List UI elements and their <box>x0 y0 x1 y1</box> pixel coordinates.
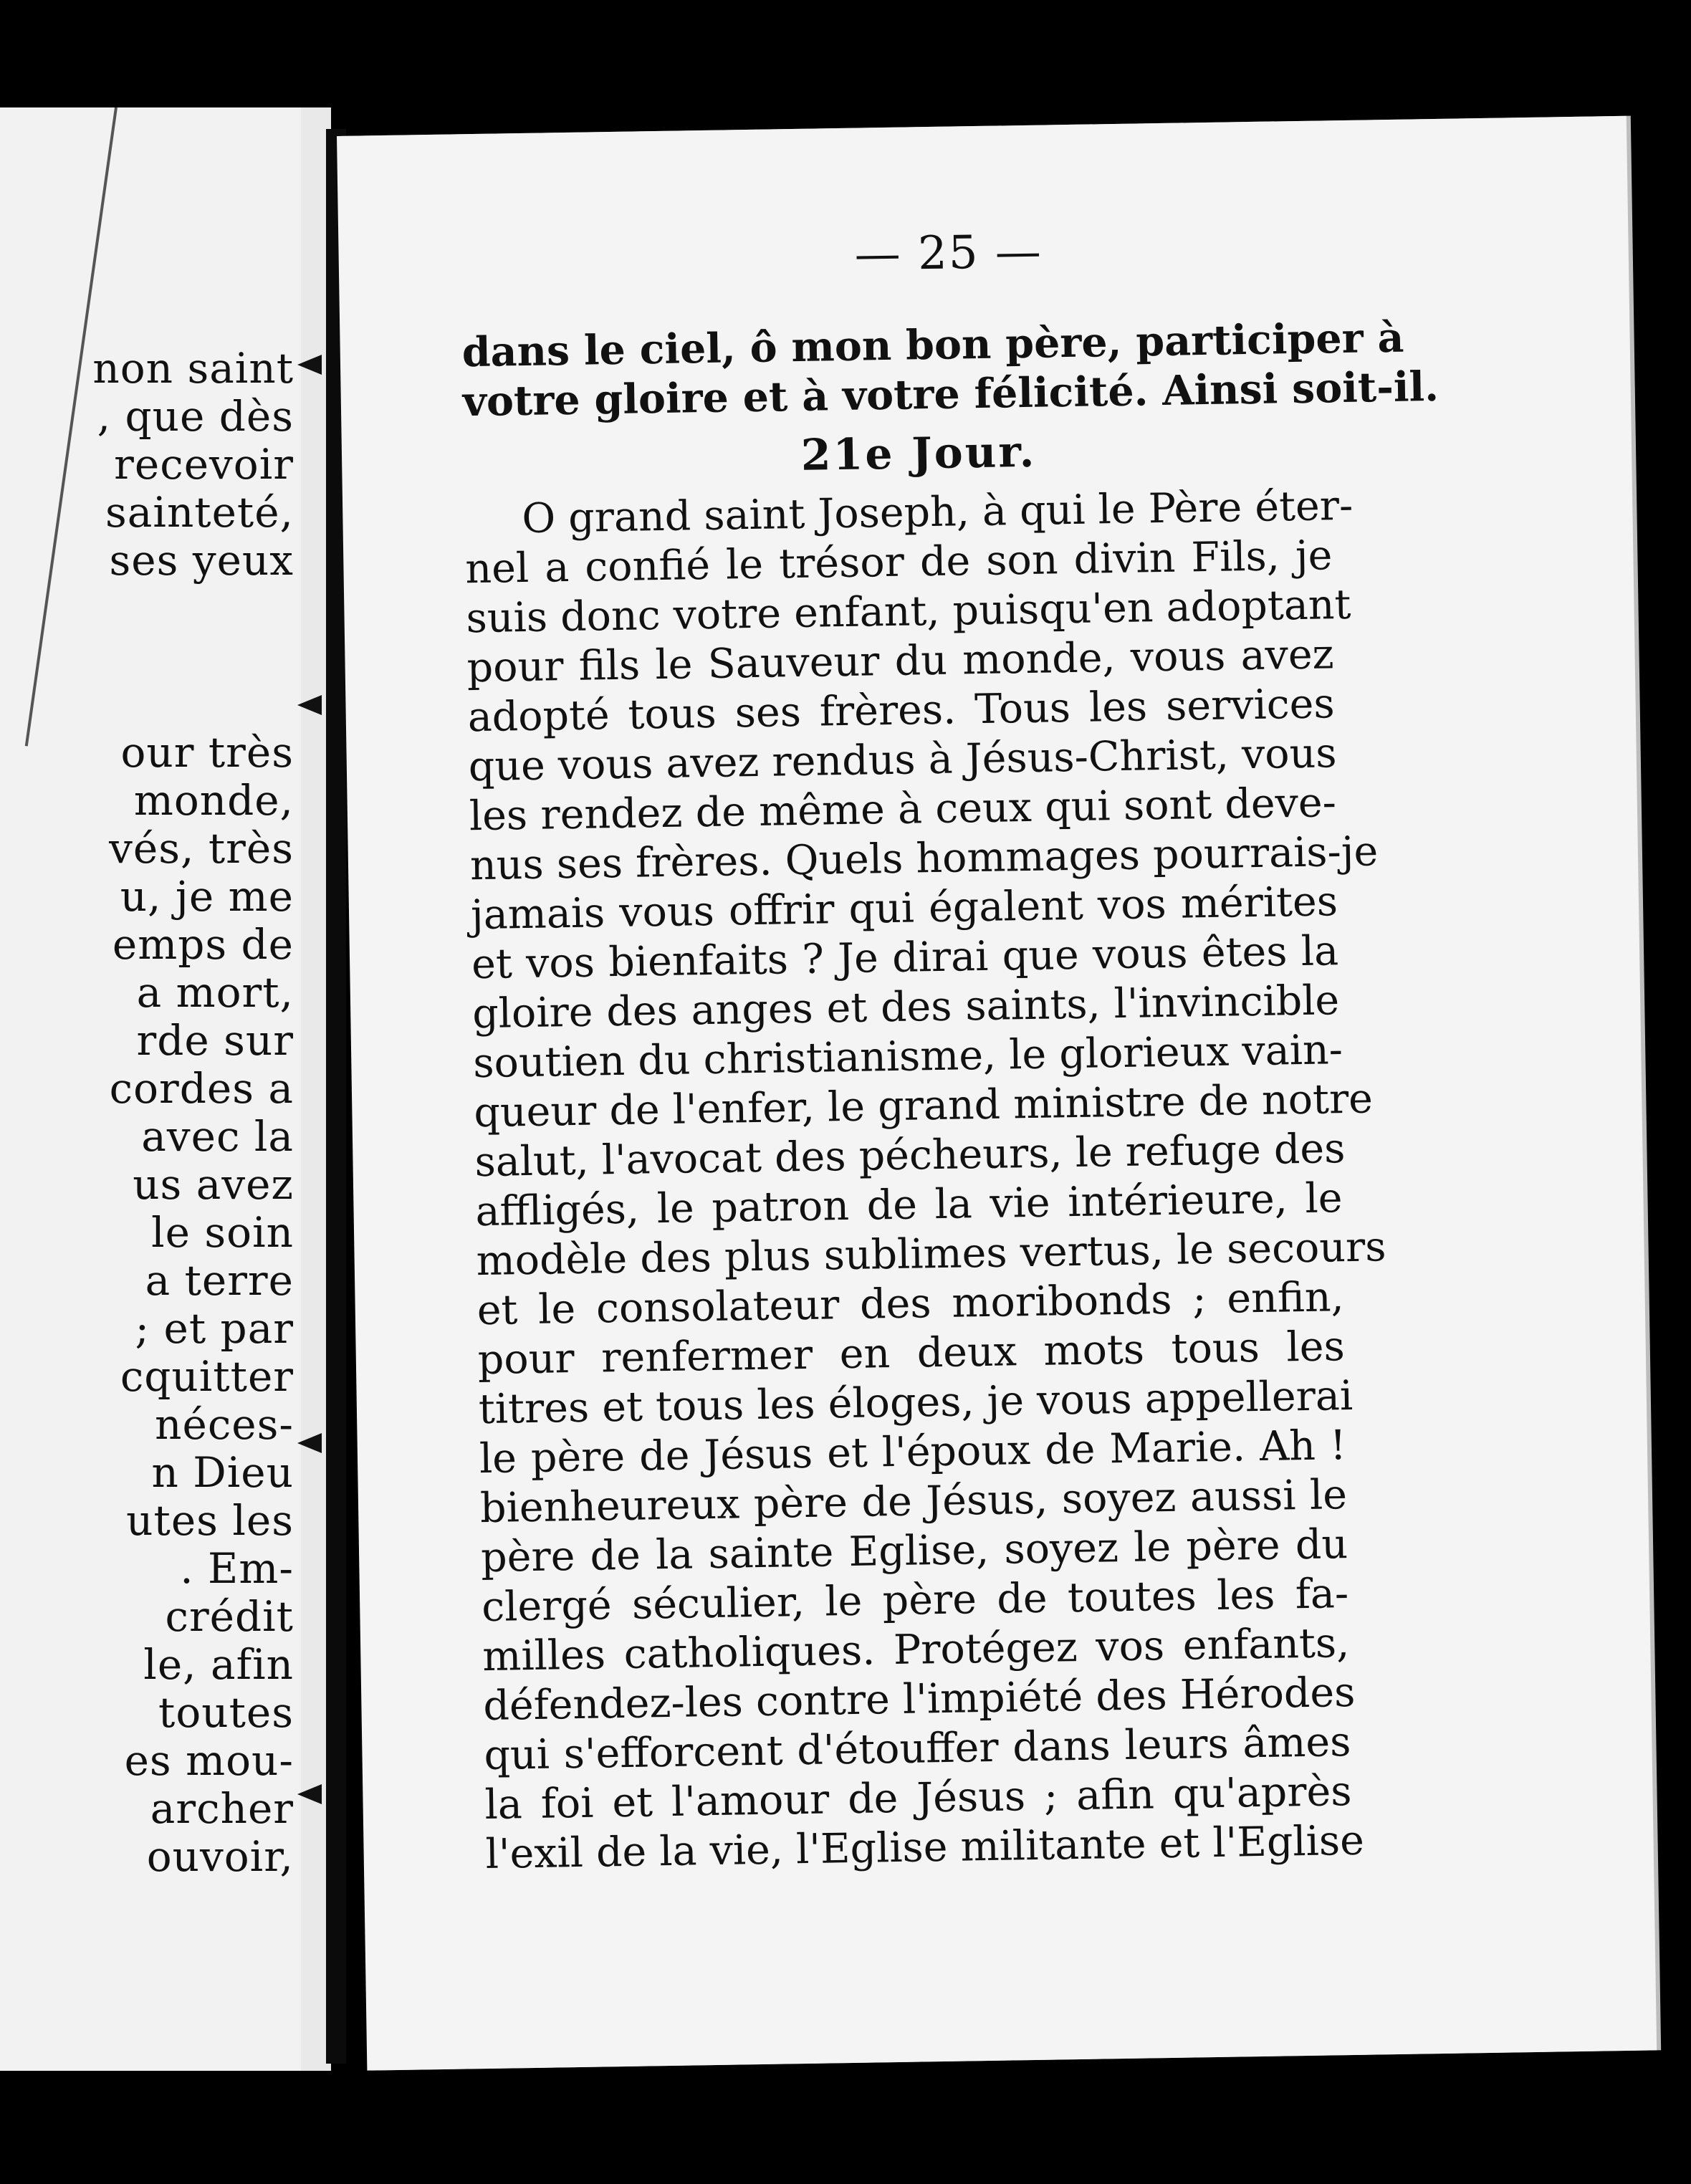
body-line: affligés, le patron de la vie intérieure, le <box>475 1174 1343 1236</box>
left-page-line: emps de <box>112 920 294 969</box>
left-page-line: crédit <box>165 1592 294 1641</box>
body-paragraph <box>464 482 1386 1879</box>
body-line: adopté tous ses frères. Tous les services <box>467 680 1336 742</box>
body-line: salut, l'avocat des pécheurs, le refuge des <box>474 1125 1346 1187</box>
left-page-line: vés, très <box>109 824 294 873</box>
left-page-line: monde, <box>133 776 294 825</box>
body-line: les rendez de même à ceux qui sont deve- <box>469 779 1337 840</box>
left-page-line: sainteté, <box>105 488 294 537</box>
body-line: modèle des plus sublimes vertus, le secours <box>476 1223 1386 1285</box>
body-line: nel a confié le trésor de son divin Fils, je <box>464 532 1333 593</box>
body-line: queur de l'enfer, le grand ministre de notre <box>473 1075 1374 1137</box>
body-line: titres et tous les éloges, je vous appellerai <box>478 1371 1354 1434</box>
body-line: bienheureux père de Jésus, soyez aussi le <box>479 1471 1348 1533</box>
left-page-line: , que dès <box>97 392 294 441</box>
left-page-line: utes les <box>126 1496 294 1545</box>
left-page-line: ses yeux <box>109 536 294 585</box>
left-page-line: recevoir <box>114 440 294 489</box>
left-page-line: ; et par <box>135 1304 294 1353</box>
body-line: soutien du christianisme, le glorieux vain- <box>472 1026 1343 1088</box>
left-page-line: us avez <box>133 1160 294 1209</box>
prayer-end-line: votre gloire et à votre félicité. Ainsi soit-il. <box>462 362 1439 426</box>
body-line: nus ses frères. Quels hommages pourrais-je <box>469 828 1379 890</box>
page-number: — 25 — <box>854 225 1043 282</box>
left-page-line: toutes <box>158 1688 294 1737</box>
left-page-line: a terre <box>145 1256 294 1305</box>
prayer-end-line: dans le ciel, ô mon bon père, participer à <box>461 313 1404 377</box>
body-line: défendez-les contre l'impiété des Hérodes <box>482 1668 1356 1730</box>
left-page-line: ouvoir, <box>146 1832 294 1881</box>
body-line: et vos bienfaits ? Je dirai que vous êtes la <box>471 927 1339 989</box>
left-page-line: non saint <box>92 344 294 393</box>
left-page-line: cordes a <box>109 1064 294 1113</box>
body-line: gloire des anges et des saints, l'invincible <box>471 977 1340 1038</box>
left-page-line: avec la <box>141 1112 294 1161</box>
body-line: O grand saint Joseph, à qui le Père éter- <box>521 482 1354 543</box>
body-line: pour fils le Sauveur du monde, vous avez <box>466 631 1335 692</box>
left-page-line: . Em- <box>180 1544 294 1593</box>
left-page-line: n Dieu <box>151 1448 294 1497</box>
left-page-line: néces- <box>155 1400 294 1449</box>
left-page-line: archer <box>150 1784 294 1833</box>
left-page-line: es mou- <box>124 1736 294 1785</box>
body-line: suis donc votre enfant, puisqu'en adoptant <box>466 580 1351 643</box>
right-page <box>337 116 1657 2071</box>
left-page-line: our très <box>120 728 294 777</box>
body-line: milles catholiques. Protégez vos enfants, <box>482 1619 1350 1681</box>
body-line: la foi et l'amour de Jésus ; afin qu'après <box>484 1768 1352 1829</box>
body-line: que vous avez rendus à Jésus-Christ, vous <box>468 729 1338 791</box>
body-line: jamais vous offrir qui égalent vos mérites <box>470 878 1338 939</box>
day-heading: 21e Jour. <box>800 426 1037 481</box>
left-page-line: rde sur <box>136 1016 294 1065</box>
body-line: pour renfermer en deux mots tous les <box>477 1323 1346 1384</box>
body-line: clergé séculier, le père de toutes les fa- <box>481 1570 1349 1632</box>
body-line: et le consolateur des moribonds ; enfin, <box>476 1273 1345 1335</box>
body-line: qui s'efforcent d'étouffer dans leurs âmes <box>484 1718 1351 1780</box>
body-line: père de la sainte Eglise, soyez le père du <box>480 1520 1349 1582</box>
left-page-line: le soin <box>151 1208 294 1257</box>
left-page-line: u, je me <box>120 872 294 921</box>
left-page-line: cquitter <box>120 1352 294 1401</box>
left-page-line: a mort, <box>136 968 294 1017</box>
body-line: le père de Jésus et l'époux de Marie. Ah ! <box>479 1422 1347 1483</box>
body-line: l'exil de la vie, l'Eglise militante et l'Eglise <box>485 1816 1365 1879</box>
page-text <box>461 313 1439 1879</box>
left-page-line: le, afin <box>143 1640 294 1689</box>
left-page-fragment <box>0 107 301 2071</box>
